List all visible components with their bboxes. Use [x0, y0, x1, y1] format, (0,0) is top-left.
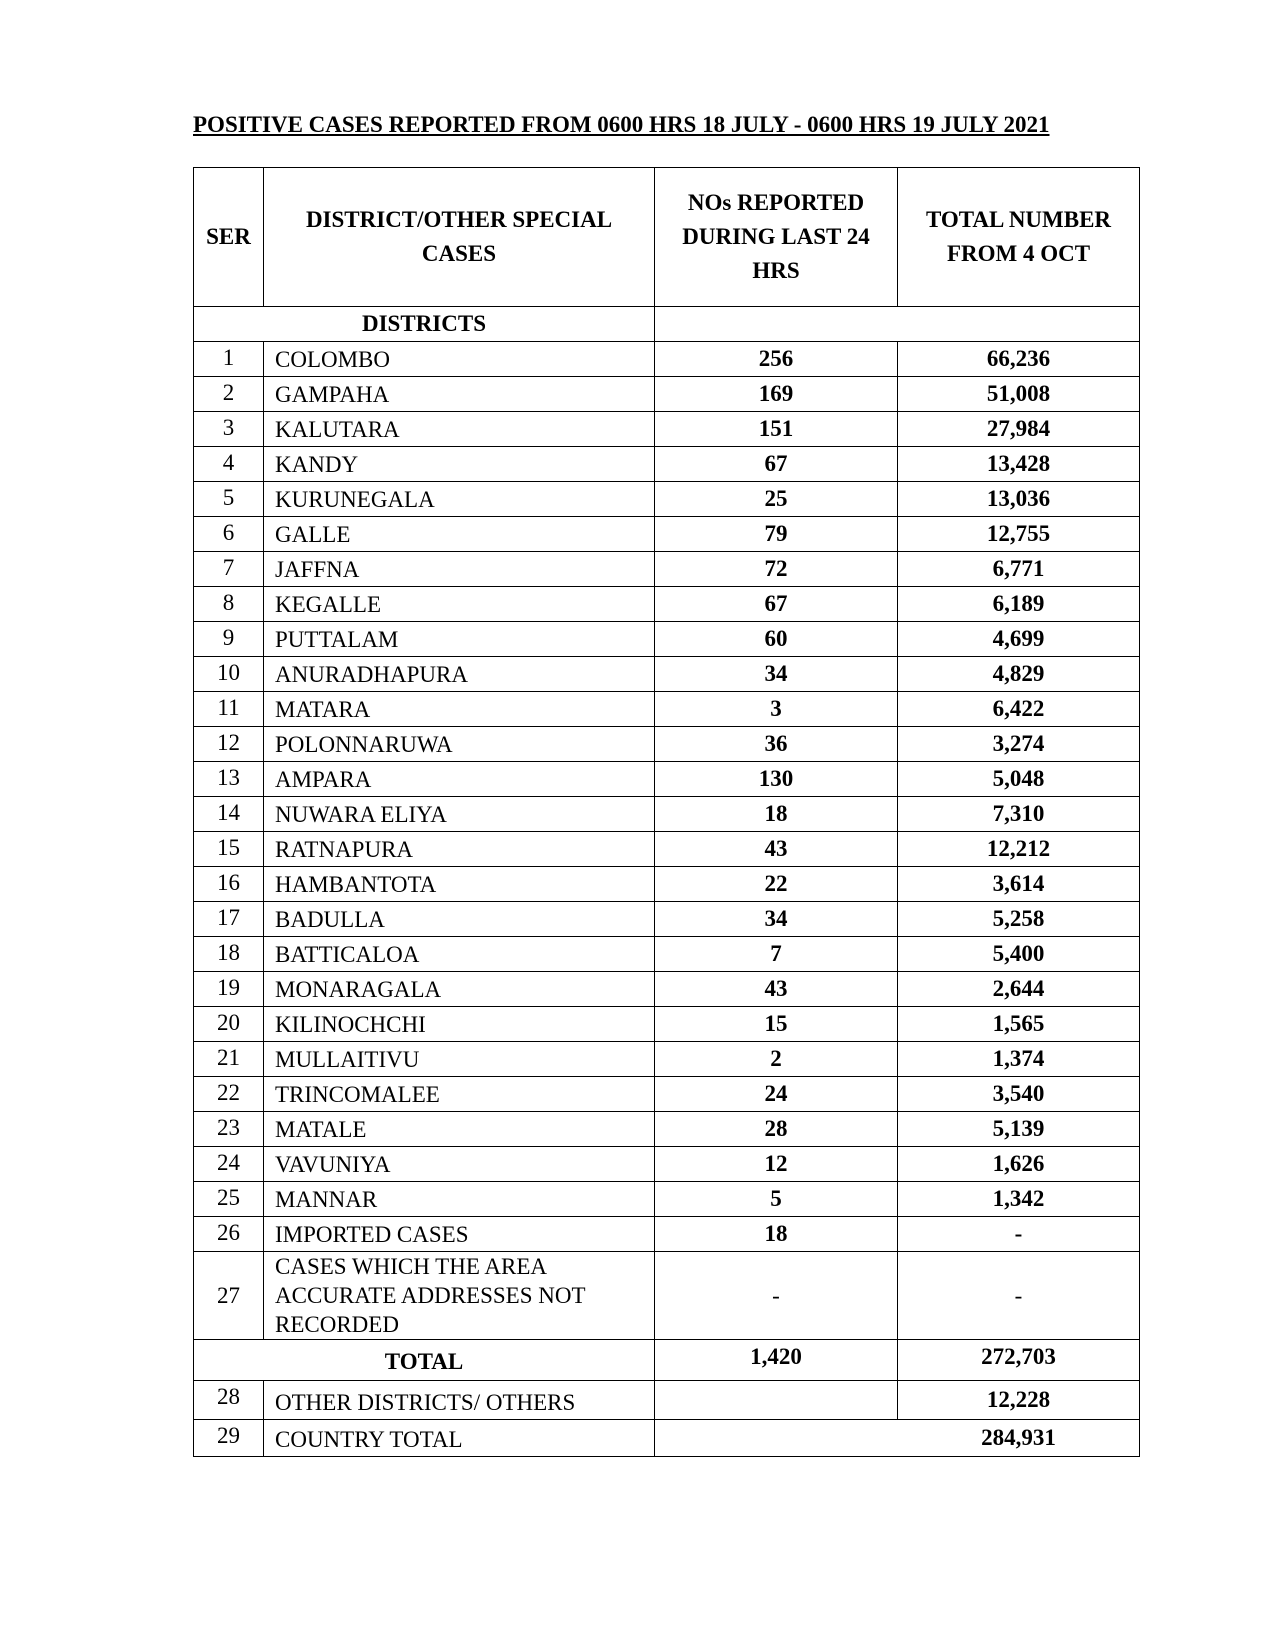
- total-cell: 1,565: [898, 1007, 1140, 1042]
- other-districts-row: [194, 1381, 1140, 1420]
- last24-cell: 5: [655, 1182, 898, 1217]
- ser-cell: 20: [194, 1007, 264, 1042]
- table-row: [194, 377, 1140, 412]
- table-row: [194, 482, 1140, 517]
- district-cell: MATALE: [264, 1112, 655, 1147]
- total-cell: 4,829: [898, 657, 1140, 692]
- ser-cell: 22: [194, 1077, 264, 1112]
- ser-cell: 3: [194, 412, 264, 447]
- table-row: [194, 552, 1140, 587]
- total-cell: 66,236: [898, 342, 1140, 377]
- total-row: [194, 1340, 1140, 1381]
- ser-cell: 11: [194, 692, 264, 727]
- total-cell: 12,755: [898, 517, 1140, 552]
- district-cell: TRINCOMALEE: [264, 1077, 655, 1112]
- total-cell: 5,258: [898, 902, 1140, 937]
- ser-cell: 9: [194, 622, 264, 657]
- district-cell: MONARAGALA: [264, 972, 655, 1007]
- last24-cell: 18: [655, 797, 898, 832]
- district-cell: KALUTARA: [264, 412, 655, 447]
- ser-cell: 19: [194, 972, 264, 1007]
- total-cell: -: [898, 1217, 1140, 1252]
- district-cell: GALLE: [264, 517, 655, 552]
- last24-cell: 60: [655, 622, 898, 657]
- total-cell: 4,699: [898, 622, 1140, 657]
- ser-cell: 12: [194, 727, 264, 762]
- last24-cell: -: [655, 1252, 898, 1340]
- district-cell: COUNTRY TOTAL: [264, 1420, 655, 1457]
- table-row: [194, 657, 1140, 692]
- total-cell: 6,771: [898, 552, 1140, 587]
- ser-cell: 5: [194, 482, 264, 517]
- ser-cell: 14: [194, 797, 264, 832]
- district-cell: MULLAITIVU: [264, 1042, 655, 1077]
- district-cell: ANURADHAPURA: [264, 657, 655, 692]
- table-row: [194, 1112, 1140, 1147]
- table-row: [194, 622, 1140, 657]
- cases-table: [193, 167, 1140, 1457]
- ser-cell: 1: [194, 342, 264, 377]
- total-cell: 1,342: [898, 1182, 1140, 1217]
- total-cell: 5,400: [898, 937, 1140, 972]
- header-total: TOTAL NUMBER FROM 4 OCT: [898, 168, 1140, 307]
- ser-cell: 18: [194, 937, 264, 972]
- total-cell: 6,189: [898, 587, 1140, 622]
- total-label: TOTAL: [194, 1340, 655, 1381]
- last24-cell: 130: [655, 762, 898, 797]
- total-cell: 2,644: [898, 972, 1140, 1007]
- district-cell: CASES WHICH THE AREA ACCURATE ADDRESSES NOT RECORDED: [264, 1252, 655, 1340]
- table-row: [194, 762, 1140, 797]
- table-row: [194, 692, 1140, 727]
- table-row: [194, 797, 1140, 832]
- total-cell: 3,540: [898, 1077, 1140, 1112]
- total-cell: -: [898, 1252, 1140, 1340]
- ser-cell: 17: [194, 902, 264, 937]
- table-row: [194, 972, 1140, 1007]
- total-cell: 3,614: [898, 867, 1140, 902]
- district-cell: RATNAPURA: [264, 832, 655, 867]
- table-row: [194, 517, 1140, 552]
- district-cell: KANDY: [264, 447, 655, 482]
- ser-cell: 13: [194, 762, 264, 797]
- district-cell: BATTICALOA: [264, 937, 655, 972]
- header-ser: SER: [194, 168, 264, 307]
- section-row: [194, 307, 1140, 342]
- last24-cell: 7: [655, 937, 898, 972]
- ser-cell: 6: [194, 517, 264, 552]
- ser-cell: 24: [194, 1147, 264, 1182]
- ser-cell: 2: [194, 377, 264, 412]
- last24-cell: 22: [655, 867, 898, 902]
- table-row: [194, 937, 1140, 972]
- table-row: [194, 1147, 1140, 1182]
- table-row: [194, 342, 1140, 377]
- ser-cell: 28: [194, 1381, 264, 1420]
- last24-cell: 12: [655, 1147, 898, 1182]
- last24-cell: 151: [655, 412, 898, 447]
- table-row: [194, 727, 1140, 762]
- last24-cell: 43: [655, 972, 898, 1007]
- last24-cell: 169: [655, 377, 898, 412]
- district-cell: VAVUNIYA: [264, 1147, 655, 1182]
- total-cell: 7,310: [898, 797, 1140, 832]
- district-cell: MATARA: [264, 692, 655, 727]
- last24-cell: 25: [655, 482, 898, 517]
- district-cell: HAMBANTOTA: [264, 867, 655, 902]
- district-cell: JAFFNA: [264, 552, 655, 587]
- last24-cell: 24: [655, 1077, 898, 1112]
- total-cell: 12,228: [898, 1381, 1140, 1420]
- district-cell: IMPORTED CASES: [264, 1217, 655, 1252]
- country-total-value: 284,931: [655, 1420, 1140, 1457]
- table-row: [194, 1042, 1140, 1077]
- district-cell: KILINOCHCHI: [264, 1007, 655, 1042]
- ser-cell: 16: [194, 867, 264, 902]
- ser-cell: 27: [194, 1252, 264, 1340]
- total-cell: 12,212: [898, 832, 1140, 867]
- ser-cell: 4: [194, 447, 264, 482]
- country-total-row: [194, 1420, 1140, 1457]
- table-row: [194, 447, 1140, 482]
- total-total: 272,703: [898, 1340, 1140, 1381]
- total-last24: 1,420: [655, 1340, 898, 1381]
- total-cell: 27,984: [898, 412, 1140, 447]
- table-row: [194, 587, 1140, 622]
- page-title: POSITIVE CASES REPORTED FROM 0600 HRS 18 JULY - 0600 HRS 19 JULY 2021: [193, 112, 1050, 137]
- table-row: [194, 902, 1140, 937]
- last24-cell: 67: [655, 587, 898, 622]
- total-cell: 13,036: [898, 482, 1140, 517]
- ser-cell: 7: [194, 552, 264, 587]
- table-row: [194, 832, 1140, 867]
- last24-cell: 28: [655, 1112, 898, 1147]
- district-cell: PUTTALAM: [264, 622, 655, 657]
- district-cell: OTHER DISTRICTS/ OTHERS: [264, 1381, 655, 1420]
- ser-cell: 26: [194, 1217, 264, 1252]
- last24-cell: 34: [655, 902, 898, 937]
- ser-cell: 23: [194, 1112, 264, 1147]
- section-empty-cell: [655, 307, 1140, 342]
- district-cell: MANNAR: [264, 1182, 655, 1217]
- total-cell: 1,626: [898, 1147, 1140, 1182]
- total-cell: 6,422: [898, 692, 1140, 727]
- ser-cell: 29: [194, 1420, 264, 1457]
- last24-cell: 72: [655, 552, 898, 587]
- last24-cell: 2: [655, 1042, 898, 1077]
- table-row: [194, 412, 1140, 447]
- district-cell: KEGALLE: [264, 587, 655, 622]
- table-row: [194, 1077, 1140, 1112]
- header-row: [194, 168, 1140, 307]
- total-cell: 5,139: [898, 1112, 1140, 1147]
- district-cell: POLONNARUWA: [264, 727, 655, 762]
- section-label: DISTRICTS: [194, 307, 655, 342]
- district-cell: BADULLA: [264, 902, 655, 937]
- last24-cell: 18: [655, 1217, 898, 1252]
- total-cell: 5,048: [898, 762, 1140, 797]
- last24-cell: 34: [655, 657, 898, 692]
- total-cell: 3,274: [898, 727, 1140, 762]
- table-row-27: [194, 1252, 1140, 1340]
- table-row: [194, 1007, 1140, 1042]
- last24-cell: 67: [655, 447, 898, 482]
- header-last24: NOs REPORTED DURING LAST 24 HRS: [655, 168, 898, 307]
- table-row: [194, 1217, 1140, 1252]
- header-district: DISTRICT/OTHER SPECIAL CASES: [264, 168, 655, 307]
- ser-cell: 15: [194, 832, 264, 867]
- district-cell: KURUNEGALA: [264, 482, 655, 517]
- empty-cell: [655, 1381, 898, 1420]
- table-row: [194, 867, 1140, 902]
- district-cell: COLOMBO: [264, 342, 655, 377]
- ser-cell: 25: [194, 1182, 264, 1217]
- total-cell: 1,374: [898, 1042, 1140, 1077]
- district-cell: AMPARA: [264, 762, 655, 797]
- ser-cell: 21: [194, 1042, 264, 1077]
- ser-cell: 10: [194, 657, 264, 692]
- last24-cell: 36: [655, 727, 898, 762]
- last24-cell: 79: [655, 517, 898, 552]
- ser-cell: 8: [194, 587, 264, 622]
- total-cell: 13,428: [898, 447, 1140, 482]
- district-cell: NUWARA ELIYA: [264, 797, 655, 832]
- last24-cell: 15: [655, 1007, 898, 1042]
- total-cell: 51,008: [898, 377, 1140, 412]
- table-row: [194, 1182, 1140, 1217]
- last24-cell: 3: [655, 692, 898, 727]
- last24-cell: 256: [655, 342, 898, 377]
- district-cell: GAMPAHA: [264, 377, 655, 412]
- last24-cell: 43: [655, 832, 898, 867]
